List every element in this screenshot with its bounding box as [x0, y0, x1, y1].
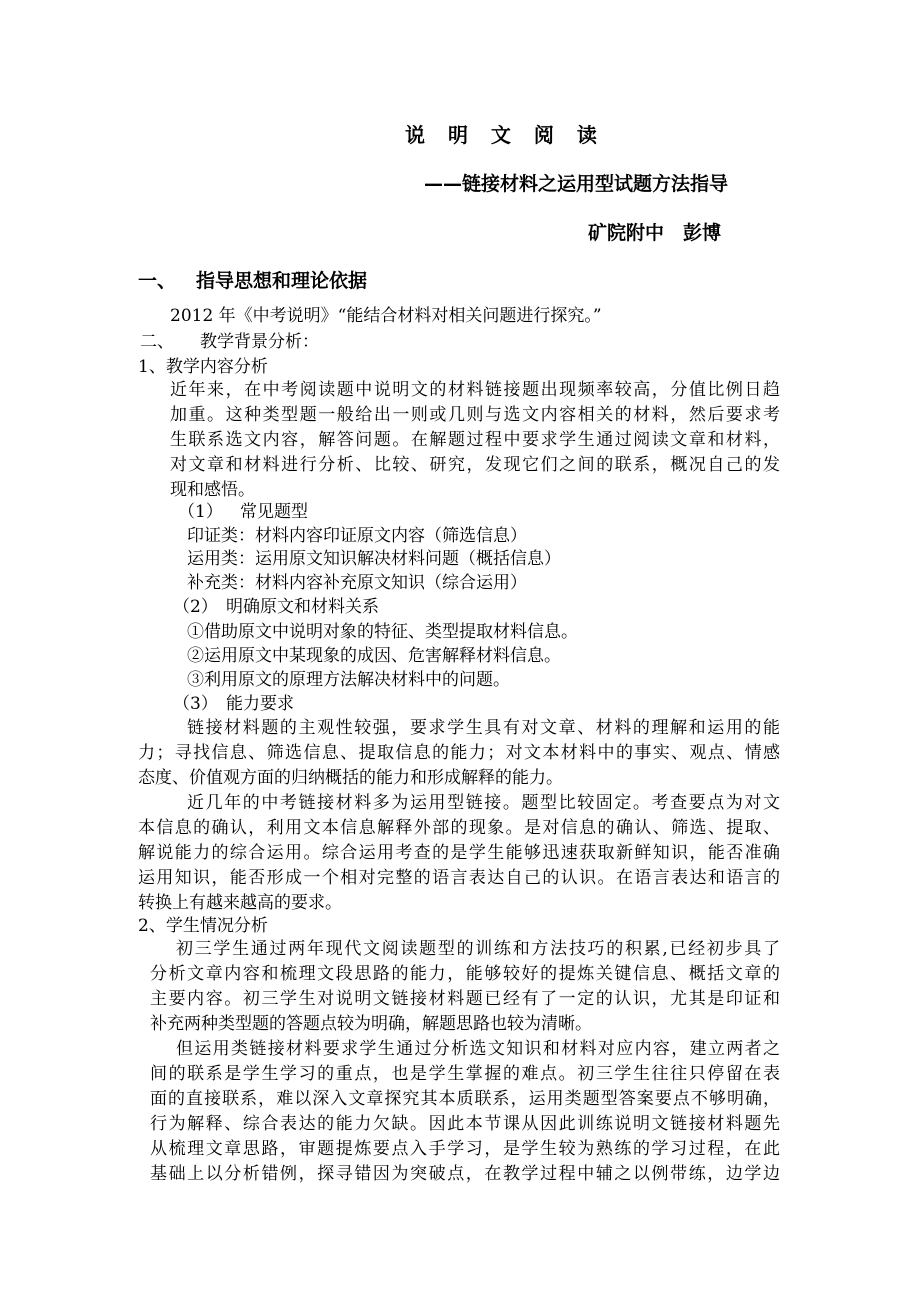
relation-line: ①借助原文中说明对象的特征、类型提取材料信息。: [187, 622, 578, 642]
section2-number: 二、: [140, 332, 174, 352]
type-line: 补充类：材料内容补充原文知识（综合运用）: [187, 573, 527, 593]
paragraph-line: 近几年的中考链接材料多为运用型链接。题型比较固定。考查要点为对文: [187, 793, 780, 813]
type-line: 印证类：材料内容印证原文内容（筛选信息）: [187, 526, 527, 546]
doc-author: 矿院附中 彭博: [588, 222, 722, 244]
paragraph-line: 间的联系是学生学习的重点，也是学生掌握的难点。初三学生往往只停留在表: [150, 1064, 780, 1084]
item2-text: 明确原文和材料关系: [226, 597, 379, 617]
paragraph-line: 主要内容。初三学生对说明文链接材料题已经有了一定的认识，尤其是印证和: [150, 989, 780, 1009]
paragraph-line: 补充两种类型题的答题点较为明确，解题思路也较为清晰。: [150, 1014, 592, 1034]
paragraph-line: 现和感悟。: [170, 480, 255, 500]
type-line: 运用类：运用原文知识解决材料问题（概括信息）: [187, 549, 561, 569]
paragraph-line: 近年来，在中考阅读题中说明文的材料链接题出现频率较高，分值比例日趋: [170, 380, 780, 400]
section1-number: 一、: [138, 270, 177, 292]
paragraph-line: 行为解释、综合表达的能力欠缺。因此本节课从因此训练说明文链接材料题先: [150, 1114, 780, 1134]
paragraph-line: 转换上有越来越高的要求。: [138, 893, 342, 913]
paragraph-line: 解说能力的综合运用。综合运用考查的是学生能够迅速获取新鲜知识，能否准确: [138, 843, 780, 863]
item3-number: （3）: [173, 694, 218, 714]
paragraph-line: 生联系选文内容，解答问题。在解题过程中要求学生通过阅读文章和材料，: [170, 430, 780, 450]
item1-number: （1）: [178, 502, 223, 522]
paragraph-line: 从梳理文章思路，审题提炼要点入手学习，是学生较为熟练的学习过程，在此: [150, 1139, 780, 1159]
relation-line: ②运用原文中某现象的成因、危害解释材料信息。: [187, 646, 561, 666]
paragraph-line: 初三学生通过两年现代文阅读题型的训练和方法技巧的积累,已经初步具了: [176, 939, 780, 959]
paragraph-line: 加重。这种类型题一般给出一则或几则与选文内容相关的材料，然后要求考: [170, 405, 780, 425]
item1-text: 常见题型: [240, 502, 308, 522]
section1-heading: 指导思想和理论依据: [196, 270, 368, 292]
subsection-student-analysis: 2、学生情况分析: [138, 916, 268, 936]
paragraph-line: 面的直接联系，难以深入文章探究其本质联系，运用类题型答案要点不够明确，: [150, 1089, 780, 1109]
section2-heading: 教学背景分析：: [200, 332, 319, 352]
item3-text: 能力要求: [226, 694, 294, 714]
doc-subtitle: ——链接材料之运用型试题方法指导: [424, 173, 729, 195]
paragraph-line: 力；寻找信息、筛选信息、提取信息的能力；对文本材料中的事实、观点、情感: [138, 743, 780, 763]
paragraph-line: 但运用类链接材料要求学生通过分析选文知识和材料对应内容，建立两者之: [176, 1039, 780, 1059]
paragraph-line: 运用知识，能否形成一个相对完整的语言表达自己的认识。在语言表达和语言的: [138, 868, 780, 888]
paragraph-line: 对文章和材料进行分析、比较、研究，发现它们之间的联系，概况自己的发: [170, 455, 780, 475]
paragraph-line: 态度、价值观方面的归纳概括的能力和形成解释的能力。: [138, 768, 563, 788]
item2-number: （2）: [173, 597, 218, 617]
subsection-content-analysis: 1、教学内容分析: [138, 357, 268, 377]
paragraph-line: 分析文章内容和梳理文段思路的能力，能够较好的提炼关键信息、概括文章的: [150, 964, 780, 984]
basis-line: 2012 年《中考说明》“能结合材料对相关问题进行探究。”: [170, 306, 602, 326]
paragraph-line: 本信息的确认，利用文本信息解释外部的现象。是对信息的确认、筛选、提取、: [138, 818, 780, 838]
doc-title: 说 明 文 阅 读: [405, 123, 605, 147]
relation-line: ③利用原文的原理方法解决材料中的问题。: [187, 670, 510, 690]
paragraph-line: 基础上以分析错例，探寻错因为突破点，在教学过程中辅之以例带练，边学边: [150, 1164, 780, 1184]
paragraph-line: 链接材料题的主观性较强，要求学生具有对文章、材料的理解和运用的能: [187, 718, 780, 738]
